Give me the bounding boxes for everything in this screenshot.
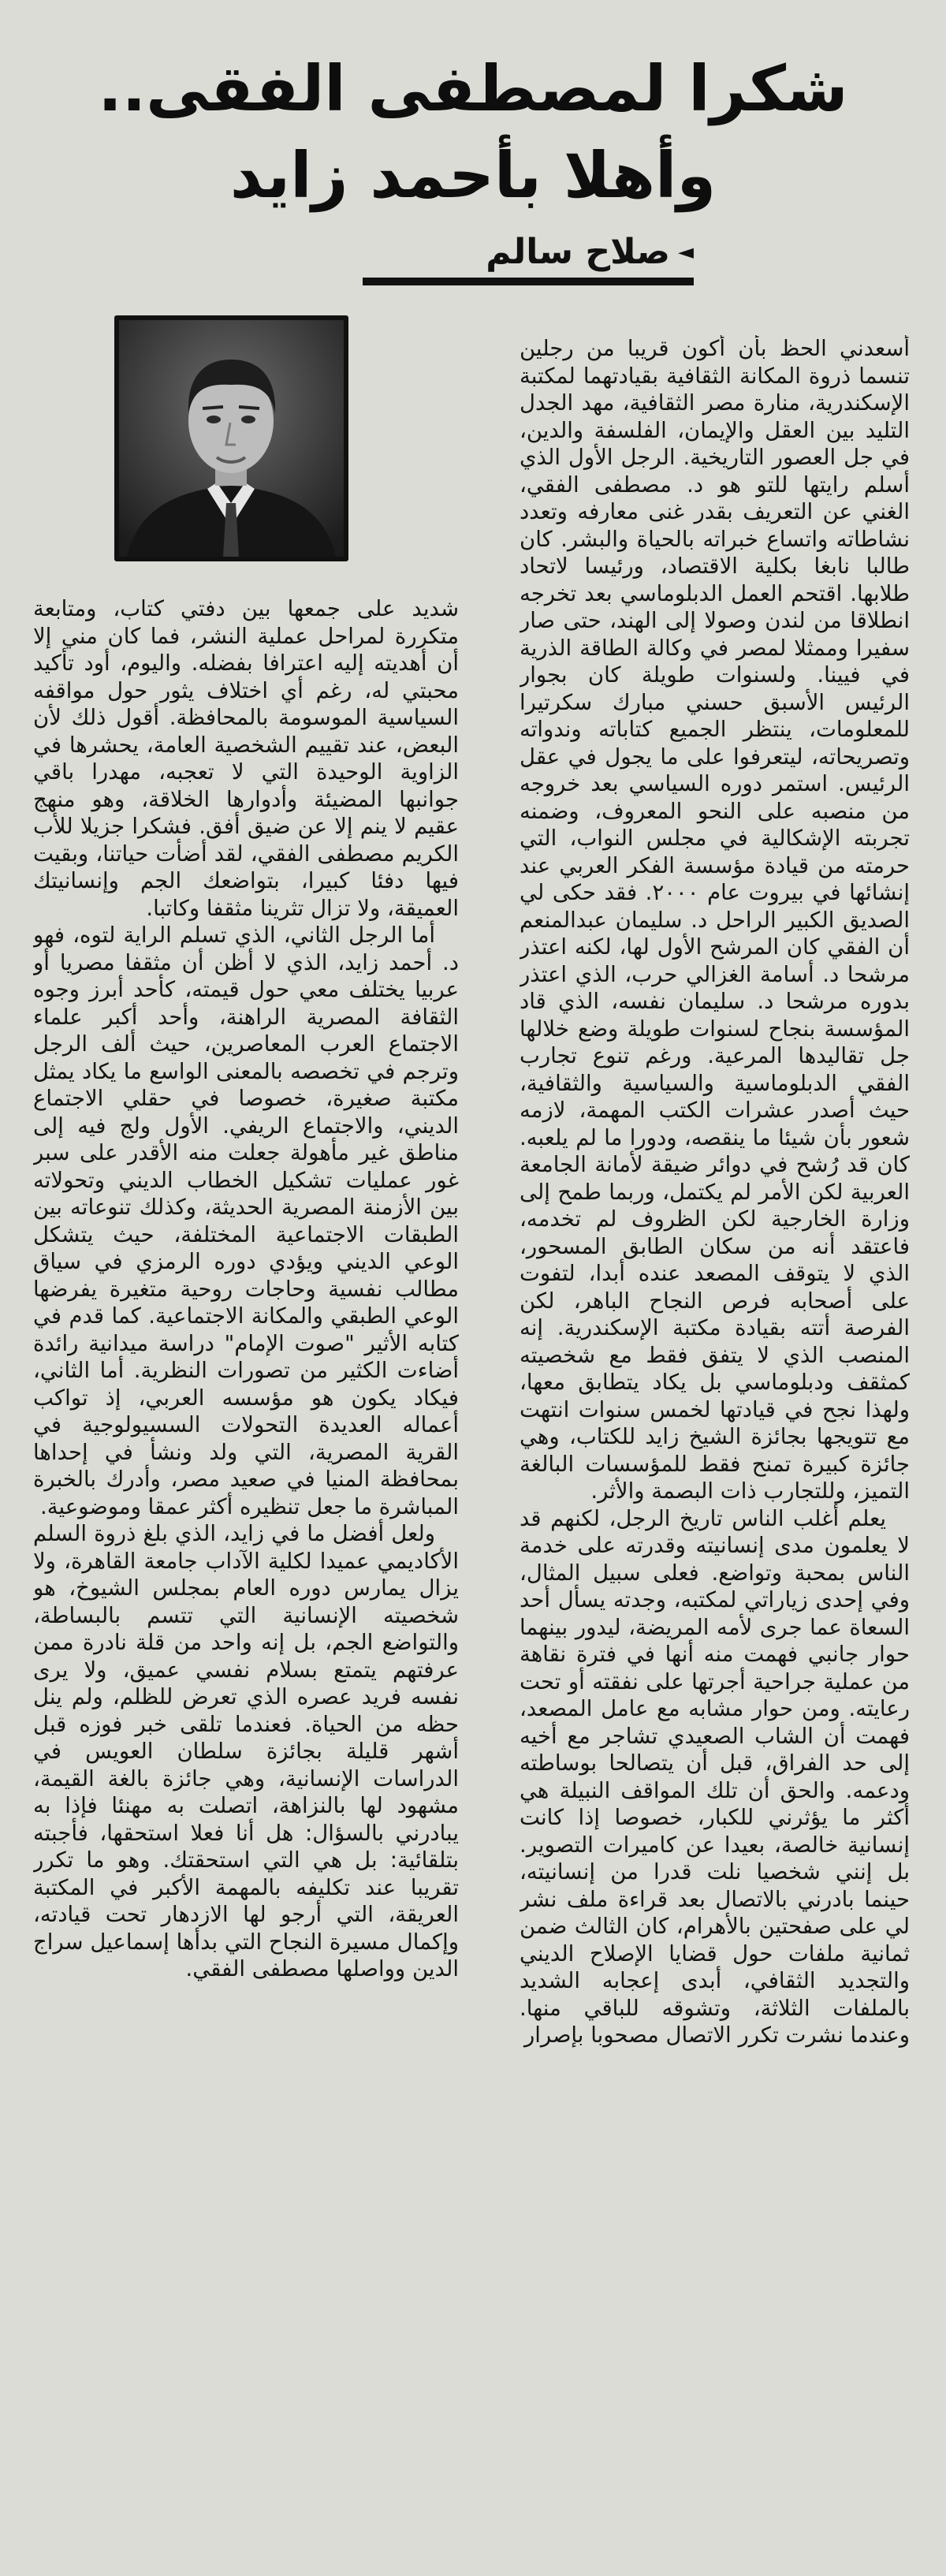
article-column-right <box>520 335 910 2543</box>
byline-divider <box>363 278 694 285</box>
byline <box>363 229 694 292</box>
paragraph: ولعل أفضل ما في زايد، الذي بلغ ذروة السلم الأكاديمي عميدا لكلية الآداب جامعة القاهرة، ولا يزال يمارس دوره العام بمجلس الشيوخ، هو شخصيته الإنسانية التي تتسم بالبساطة، والتواضع الجم، بل إنه واحد من قلة نادرة ممن عرفتهم يتمتع بسلام نفسي عميق، ولا يرى نفسه فريد عصره الذي تعرض للظلم، ولم ينل حظه من الحياة. فعندما تلقى خبر فوزه قبل أشهر قليلة بجائزة سلطان العويس في الدراسات الإنسانية، وهي جائزة بالغة القيمة، مشهود لها بالنزاهة، اتصلت به مهنئا فإذا به يبادرني بالسؤال: هل أنا فعلا استحقها، فأجبته بتلقائية: بل هي التي استحقتك. وهو ما تكرر تقريبا عند تكليفه بالمهمة الأكبر في المكتبة العريقة، التي أرجو لها الازدهار تحت قيادته، وإكمال مسيرة النجاح التي بدأها إسماعيل سراج الدين وواصلها مصطفى الفقي. <box>33 1521 459 1981</box>
headline: شكرا لمصطفى الفقى.. وأهلا بأحمد زايد <box>98 52 848 212</box>
byline-arrow-icon: ◄ <box>678 240 694 264</box>
paragraph: أسعدني الحظ بأن أكون قريبا من رجلين تنسما ذروة المكانة الثقافية بقيادتهما لمكتبة الإسكندرية، منارة مصر الثقافية، مهد الجدل التليد بين العقل والإيمان، الفلسفة والدين، في جل العصور التاريخية. الرجل الأول الذي أسلم رايتها للتو هو د. مصطفى الفقي، الغني عن التعريف بقدر غنى معارفه وتعدد نشاطاته واتساع خبراته بالحياة والبشر. كان طالبا نابغا بكلية الاقتصاد، ورئيسا لاتحاد طلابها. اقتحم العمل الدبلوماسي بعد تخرجه انطلاقا من لندن وصولا إلى الهند، حتى صار سفيرا وممثلا لمصر في وكالة الطاقة الذرية في فيينا. ولسنوات طويلة كان بجوار الرئيس الأسبق حسني مبارك سكرتيرا للمعلومات، ينتظر الجميع كتاباته وندواته وتصريحاته، ليتعرفوا على ما يجول في عقل الرئيس. استمر دوره السياسي بعد خروجه من منصبه على النحو المعروف، وضمنه تجربته الإشكالية في مجلس النواب، التي حرمته من قيادة مؤسسة الفكر العربي عند إنشائها في بيروت عام ٢٠٠٠. فقد حكى لي الصديق الكبير الراحل د. سليمان عبدالمنعم أن الفقي كان المرشح الأول لها، لكنه اعتذر مرشحا د. أسامة الغزالي حرب، الذي اعتذر بدوره مرشحا د. سليمان نفسه، الذي قاد المؤسسة بنجاح لسنوات طويلة وضع خلالها جل تقاليدها المرعية. ورغم تنوع تجارب الفقي الدبلوماسية والسياسية والثقافية، حيث أصدر عشرات الكتب المهمة، لازمه شعور بأن شيئا ما ينقصه، ودورا ما لم يلعبه. كان قد رُشح في دوائر ضيقة لأمانة الجامعة العربية لكن الأمر لم يكتمل، وربما طمح إلى وزارة الخارجية لكن الظروف لم تخدمه، فاعتقد أنه من سكان الطابق المسحور، الذي لا يتوقف المصعد عنده أبدا، لتفوت على أصحابه فرص النجاح الباهر، لكن الفرصة أتته بقيادة مكتبة الإسكندرية. إنه المنصب الذي لا يتفق فقط مع شخصيته كمثقف ودبلوماسي بل يكاد يتطابق معها، ولهذا نجح في قيادتها لخمس سنوات انتهت مع تتويجها بجائزة الشيخ زايد للكتاب، وهي جائزة كبيرة تمنح فقط للمؤسسات البالغة التميز، وللتجارب ذات البصمة والأثر. <box>520 336 910 1504</box>
author-portrait-icon <box>119 320 344 557</box>
author-photo <box>114 315 348 561</box>
article-column-left <box>33 595 459 2551</box>
author-name: صلاح سالم <box>486 232 670 272</box>
paragraph: شديد على جمعها بين دفتي كتاب، ومتابعة متكررة لمراحل عملية النشر، فما كان مني إلا أن أهديته إليه اعترافا بفضله. واليوم، أود تأكيد محبتي له، رغم أي اختلاف يثور حول مواقفه السياسية الموسومة بالمحافظة. أقول ذلك لأن البعض، عند تقييم الشخصية العامة، يحشرها في الزاوية الوحيدة التي لا تعجبه، مهدرا باقي جوانبها المضيئة وأدوارها الخلاقة، وهو منهج عقيم لا ينم إلا عن ضيق أفق. فشكرا جزيلا للأب الكريم مصطفى الفقي، لقد أضأت حياتنا، وبقيت فيها دفئا كبيرا، بتواضعك الجم وإنسانيتك العميقة، ولا تزال تثرينا مثقفا وكاتبا. <box>33 596 459 921</box>
paragraph: أما الرجل الثاني، الذي تسلم الراية لتوه، فهو د. أحمد زايد، الذي لا أظن أن مثقفا مصريا أو عربيا يختلف معي حول قيمته، كأحد أبرز وجوه الثقافة المصرية الراهنة، وأحد أكبر علماء الاجتماع العرب المعاصرين، حيث ألف الرجل وترجم في تخصصه بالمعنى الواسع ما يكاد يمثل مكتبة صغيرة، خصوصا في حقلي الاجتماع الديني، والاجتماع الريفي. الأول ولج فيه إلى مناطق غير مأهولة جعلت منه الأقدر على سبر غور عمليات تشكيل الخطاب الديني وتحولاته بين الأزمنة المصرية الحديثة، وكذلك تنوعاته بين الطبقات الاجتماعية المختلفة، حيث يتشكل الوعي الديني ويؤدي دوره الرمزي في سياق مطالب نفسية وحاجات روحية متغيرة يفرضها الوعي الطبقي والمكانة الاجتماعية. كما قدم في كتابه الأثير "صوت الإمام" دراسة ميدانية رائدة أضاءت الكثير من تصورات النظرية. أما الثاني، فيكاد يكون هو مؤسسه العربي، إذ تواكب أعماله العديدة التحولات السسيولوجية في القرية المصرية، التي ولد ونشأ في إحداها بمحافظة المنيا في صعيد مصر، وأدرك بالخبرة المباشرة ما جعل تنظيره أكثر عمقا وموضوعية. <box>33 923 459 1519</box>
paragraph: يعلم أغلب الناس تاريخ الرجل، لكنهم قد لا يعلمون مدى إنسانيته وقدرته على خدمة الناس بمحبة وتواضع. فعلى سبيل المثال، وفي إحدى زياراتي لمكتبه، وجدته يسأل أحد السعاة عما جرى لأمه المريضة، ليدور بينهما حوار جانبي فهمت منه أنها في فترة نقاهة من عملية جراحية أجرتها على نفقته أو تحت رعايته. ومن حوار مشابه مع عامل المصعد، فهمت أن الشاب الصعيدي تشاجر مع أخيه إلى حد الفراق، قبل أن يتصالحا بوساطته ودعمه. والحق أن تلك المواقف النبيلة هي أكثر ما يؤثرني للكبار، خصوصا إذا كانت إنسانية خالصة، بعيدا عن كاميرات التصوير. بل إنني شخصيا نلت قدرا من إنسانيته، حينما بادرني بالاتصال بعد قراءة ملف نشر لي على صفحتين بالأهرام، كان الثالث ضمن ثمانية ملفات حول قضايا الإصلاح الديني والتجديد الثقافي، أبدى إعجابه الشديد بالملفات الثلاثة، وتشوقه للباقي منها. وعندما نشرت تكرر الاتصال مصحوبا بإصرار <box>520 1505 910 2048</box>
